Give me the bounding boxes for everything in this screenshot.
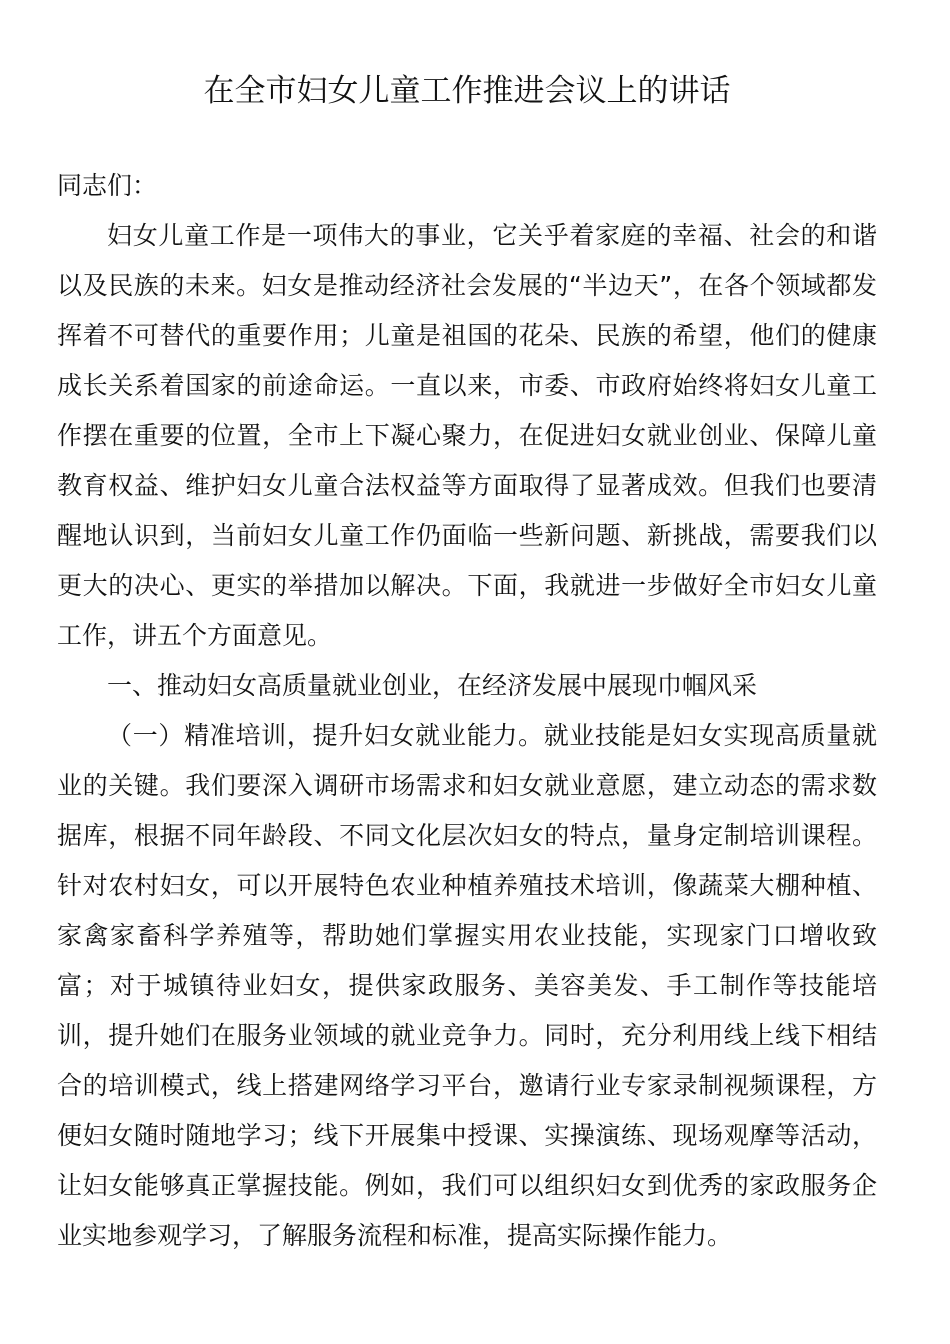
intro-paragraph: 妇女儿童工作是一项伟大的事业，它关乎着家庭的幸福、社会的和谐以及民族的未来。妇女是推动经济社会发展的“半边天”，在各个领域都发挥着不可替代的重要作用；儿童是祖国的花朵、民族的希望，他们的健康成长关系着国家的前途命运。一直以来，市委、市政府始终将妇女儿童工作摆在重要的位置，全市上下凝心聚力，在促进妇女就业创业、保障儿童教育权益、维护妇女儿童合法权益等方面取得了显著成效。但我们也要清醒地认识到，当前妇女儿童工作仍面临一些新问题、新挑战，需要我们以更大的决心、更实的举措加以解决。下面，我就进一步做好全市妇女儿童工作，讲五个方面意见。 <box>57 221 877 650</box>
document-body <box>57 161 877 1261</box>
section-1-heading: 一、推动妇女高质量就业创业，在经济发展中展现巾帼风采 <box>107 671 758 700</box>
section-1-paragraph-1: （一）精准培训，提升妇女就业能力。就业技能是妇女实现高质量就业的关键。我们要深入调研市场需求和妇女就业意愿，建立动态的需求数据库，根据不同年龄段、不同文化层次妇女的特点，量身定制培训课程。针对农村妇女，可以开展特色农业种植养殖技术培训，像蔬菜大棚种植、家禽家畜科学养殖等，帮助她们掌握实用农业技能，实现家门口增收致富；对于城镇待业妇女，提供家政服务、美容美发、手工制作等技能培训，提升她们在服务业领域的就业竞争力。同时，充分利用线上线下相结合的培训模式，线上搭建网络学习平台，邀请行业专家录制视频课程，方便妇女随时随地学习；线下开展集中授课、实操演练、现场观摩等活动，让妇女能够真正掌握技能。例如，我们可以组织妇女到优秀的家政服务企业实地参观学习，了解服务流程和标准，提高实际操作能力。 <box>57 721 877 1250</box>
document-title: 在全市妇女儿童工作推进会议上的讲话 <box>203 73 731 109</box>
salutation: 同志们： <box>57 171 158 200</box>
